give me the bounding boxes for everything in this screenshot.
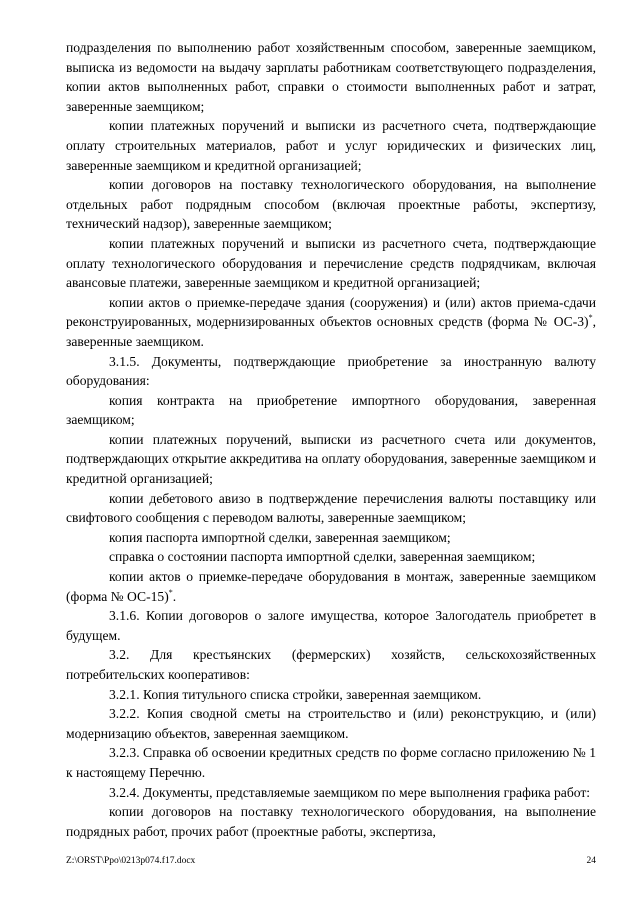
paragraph-with-footnote: [66, 567, 596, 606]
paragraph: копии платежных поручений и выписки из расчетного счета, подтверждающие оплату технологического оборудования и перечисление средств подрядчикам, включая авансовые платежи, заверенные заемщиком и кредитной организацией;: [66, 235, 596, 291]
section-heading-3-2-2: 3.2.2. Копия сводной сметы на строительство и (или) реконструкцию, и (или) модернизацию объектов, заверенная заемщиком.: [66, 706, 596, 741]
footnote-marker: *: [588, 313, 593, 323]
paragraph-continuation: подразделения по выполнению работ хозяйственным способом, заверенные заемщиком, выписка из ведомости на выдачу зарплаты работникам соответствующего подразделения, копии актов выполненных работ, справки о стоимости выполненных работ и затрат, заверенные заемщиком;: [66, 40, 596, 114]
paragraph: копии дебетового авизо в подтверждение перечисления валюты поставщику или свифтового сообщения с переводом валюты, заверенные заемщиком;: [66, 490, 596, 526]
paragraph: копия контракта на приобретение импортного оборудования, заверенная заемщиком;: [66, 392, 596, 428]
paragraph-text: копии актов о приемке-передаче оборудования в монтаж, заверенные заемщиком (форма № ОС-15): [66, 569, 596, 604]
page-number: 24: [586, 856, 596, 866]
section-heading-3-2-1: 3.2.1. Копия титульного списка стройки, заверенная заемщиком.: [109, 686, 482, 702]
footnote-marker: *: [168, 587, 173, 597]
paragraph-tail: , заверенные заемщиком.: [66, 314, 596, 349]
paragraph: справка о состоянии паспорта импортной сделки, заверенная заемщиком;: [109, 549, 536, 565]
paragraph: копии договоров на поставку технологического оборудования, на выполнение подрядных работ, прочих работ (проектные работы, экспертиза,: [66, 804, 596, 839]
page-body: [66, 38, 596, 841]
paragraph-tail: .: [172, 588, 177, 604]
section-heading-3-2-4: 3.2.4. Документы, представляемые заемщиком по мере выполнения графика работ:: [109, 784, 591, 800]
paragraph: копия паспорта импортной сделки, заверенная заемщиком;: [109, 529, 451, 545]
section-heading-3-2-3: 3.2.3. Справка об освоении кредитных средств по форме согласно приложению № 1 к настоящему Перечню.: [66, 745, 596, 780]
section-heading-3-2: 3.2. Для крестьянских (фермерских) хозяйств, сельскохозяйственных потребительских кооперативов:: [66, 647, 596, 682]
page-footer: [66, 856, 596, 870]
paragraph: копии договоров на поставку технологического оборудования, на выполнение отдельных работ подрядным способом (включая проектные работы, экспертизу, технический надзор), заверенные заемщиком;: [66, 177, 596, 232]
section-heading-3-1-5: 3.1.5. Документы, подтверждающие приобретение за иностранную валюту оборудования:: [66, 353, 596, 389]
paragraph: копии платежных поручений, выписки из расчетного счета или документов, подтверждающих открытие аккредитива на оплату оборудования, заверенные заемщиком и кредитной организацией;: [66, 431, 596, 487]
paragraph-text: копии актов о приемке-передаче здания (сооружения) и (или) актов приема-сдачи реконструированных, модернизированных объектов основных средств (форма № ОС-3): [66, 294, 596, 330]
file-path: Z:\ORST\Ppo\0213p074.f17.docx: [66, 856, 196, 866]
paragraph: копии платежных поручений и выписки из расчетного счета, подтверждающие оплату строительных материалов, работ и услуг юридических и физических лиц, заверенные заемщиком и кредитной организацией;: [66, 118, 596, 173]
section-heading-3-1-6: 3.1.6. Копии договоров о залоге имущества, которое Залогодатель приобретет в будущем.: [66, 608, 596, 643]
paragraph-with-footnote: [66, 293, 596, 352]
